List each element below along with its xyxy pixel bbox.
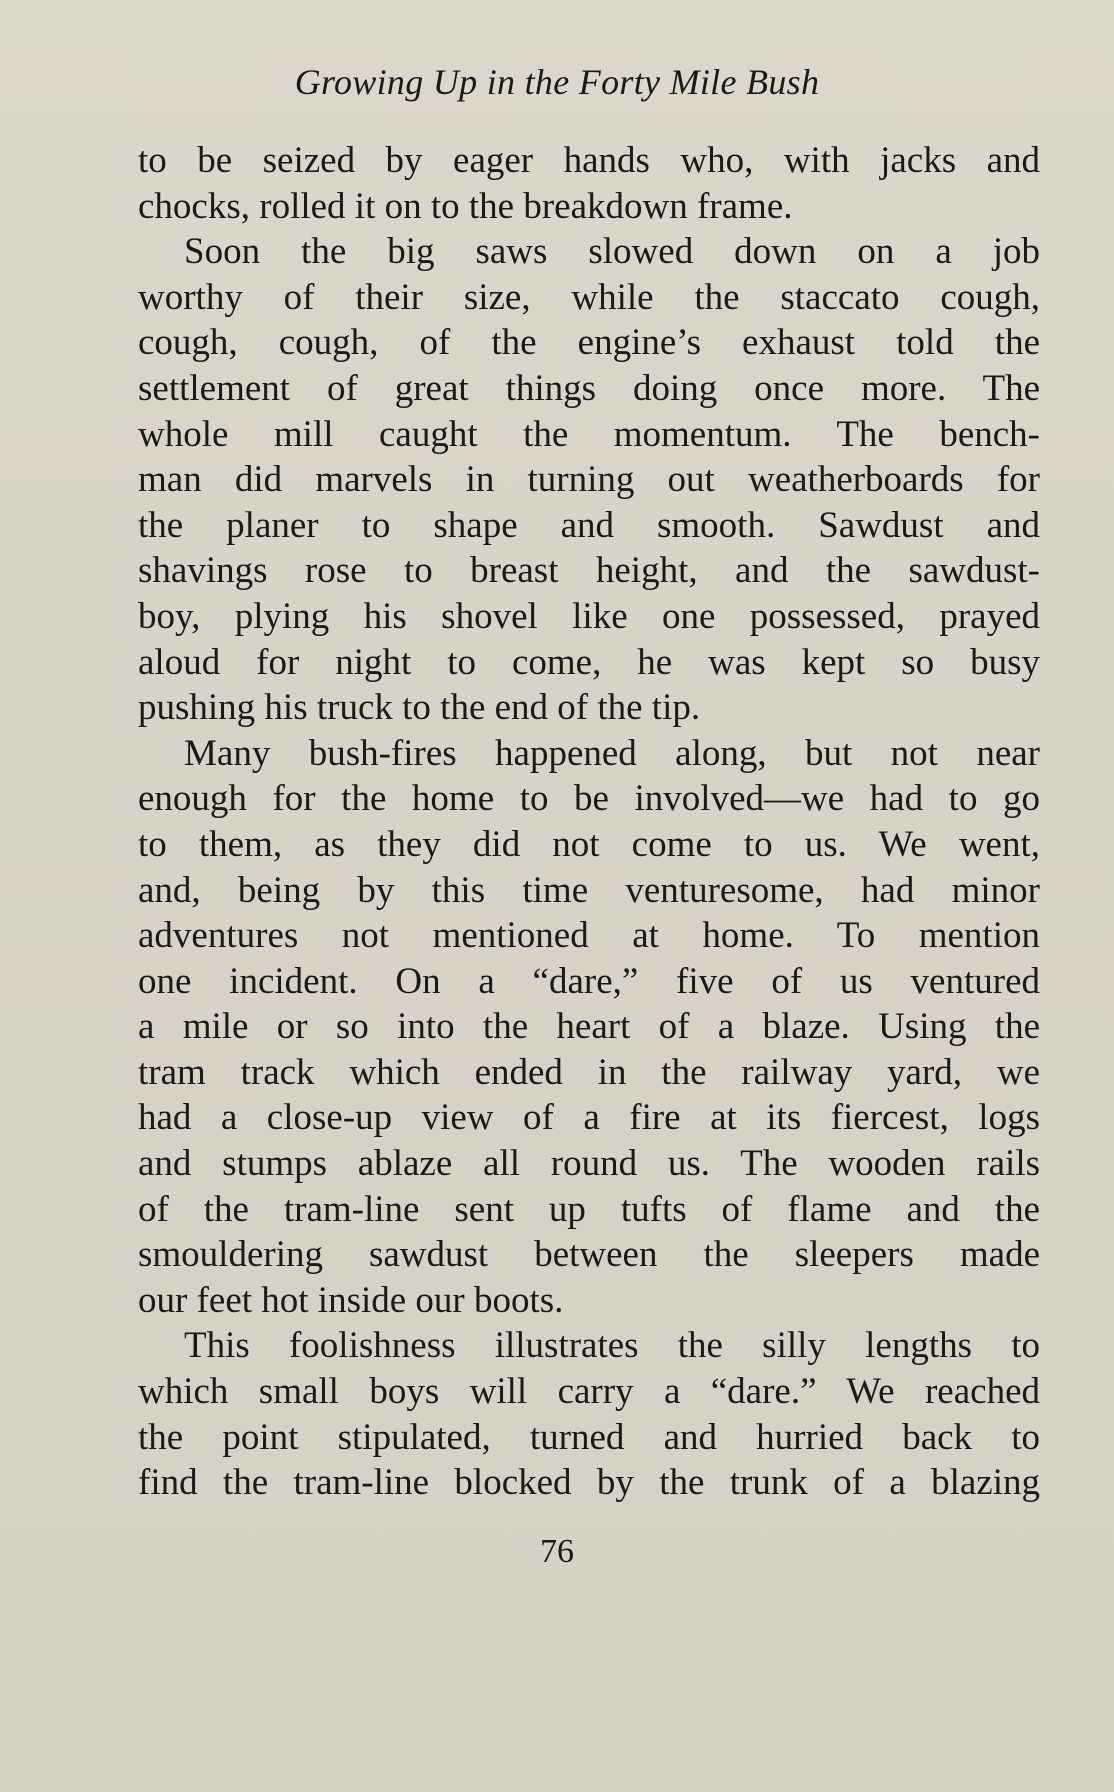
text-line: one incident. On a “dare,” five of us ventured — [138, 960, 1040, 1002]
text-line: adventures not mentioned at home. To mention — [138, 915, 1040, 957]
text-line: had a close-up view of a fire at its fiercest, logs — [138, 1097, 1040, 1139]
text-line: and, being by this time venturesome, had minor — [138, 869, 1040, 911]
page-number: 76 — [540, 1533, 574, 1570]
running-head: Growing Up in the Forty Mile Bush — [294, 62, 820, 102]
text-line: man did marvels in turning out weatherboards for — [138, 459, 1040, 501]
text-line: cough, cough, of the engine’s exhaust told the — [138, 322, 1040, 364]
text-line: pushing his truck to the end of the tip. — [138, 687, 701, 729]
text-line: settlement of great things doing once more. The — [138, 367, 1040, 409]
text-line: aloud for night to come, he was kept so busy — [138, 641, 1040, 683]
body-text — [138, 138, 1040, 1506]
text-line: smouldering sawdust between the sleepers made — [138, 1234, 1040, 1276]
text-line: to be seized by eager hands who, with jacks and — [138, 140, 1040, 181]
text-line: Many bush-fires happened along, but not near — [184, 732, 1040, 774]
text-line: which small boys will carry a “dare.” We reached — [138, 1371, 1040, 1413]
text-line: the point stipulated, turned and hurried back to — [138, 1416, 1040, 1458]
text-line: a mile or so into the heart of a blaze. Using the — [138, 1006, 1040, 1048]
text-line: to them, as they did not come to us. We went, — [138, 823, 1040, 865]
text-line: tram track which ended in the railway yard, we — [138, 1051, 1040, 1093]
text-line: enough for the home to be involved—we had to go — [138, 778, 1040, 820]
text-line: our feet hot inside our boots. — [138, 1279, 564, 1321]
text-line: This foolishness illustrates the silly lengths to — [184, 1325, 1040, 1367]
text-line: and stumps ablaze all round us. The wooden rails — [138, 1143, 1040, 1185]
text-line: Soon the big saws slowed down on a job — [184, 231, 1040, 273]
text-line: shavings rose to breast height, and the sawdust- — [138, 550, 1040, 592]
text-line: chocks, rolled it on to the breakdown frame. — [138, 185, 793, 227]
text-line: boy, plying his shovel like one possessed, prayed — [138, 595, 1040, 637]
text-line: of the tram-line sent up tufts of flame and the — [138, 1188, 1040, 1230]
text-line: the planer to shape and smooth. Sawdust and — [138, 504, 1040, 546]
text-line: find the tram-line blocked by the trunk of a blazing — [138, 1462, 1040, 1504]
text-line: worthy of their size, while the staccato cough, — [138, 276, 1040, 318]
text-line: whole mill caught the momentum. The bench- — [138, 413, 1040, 455]
